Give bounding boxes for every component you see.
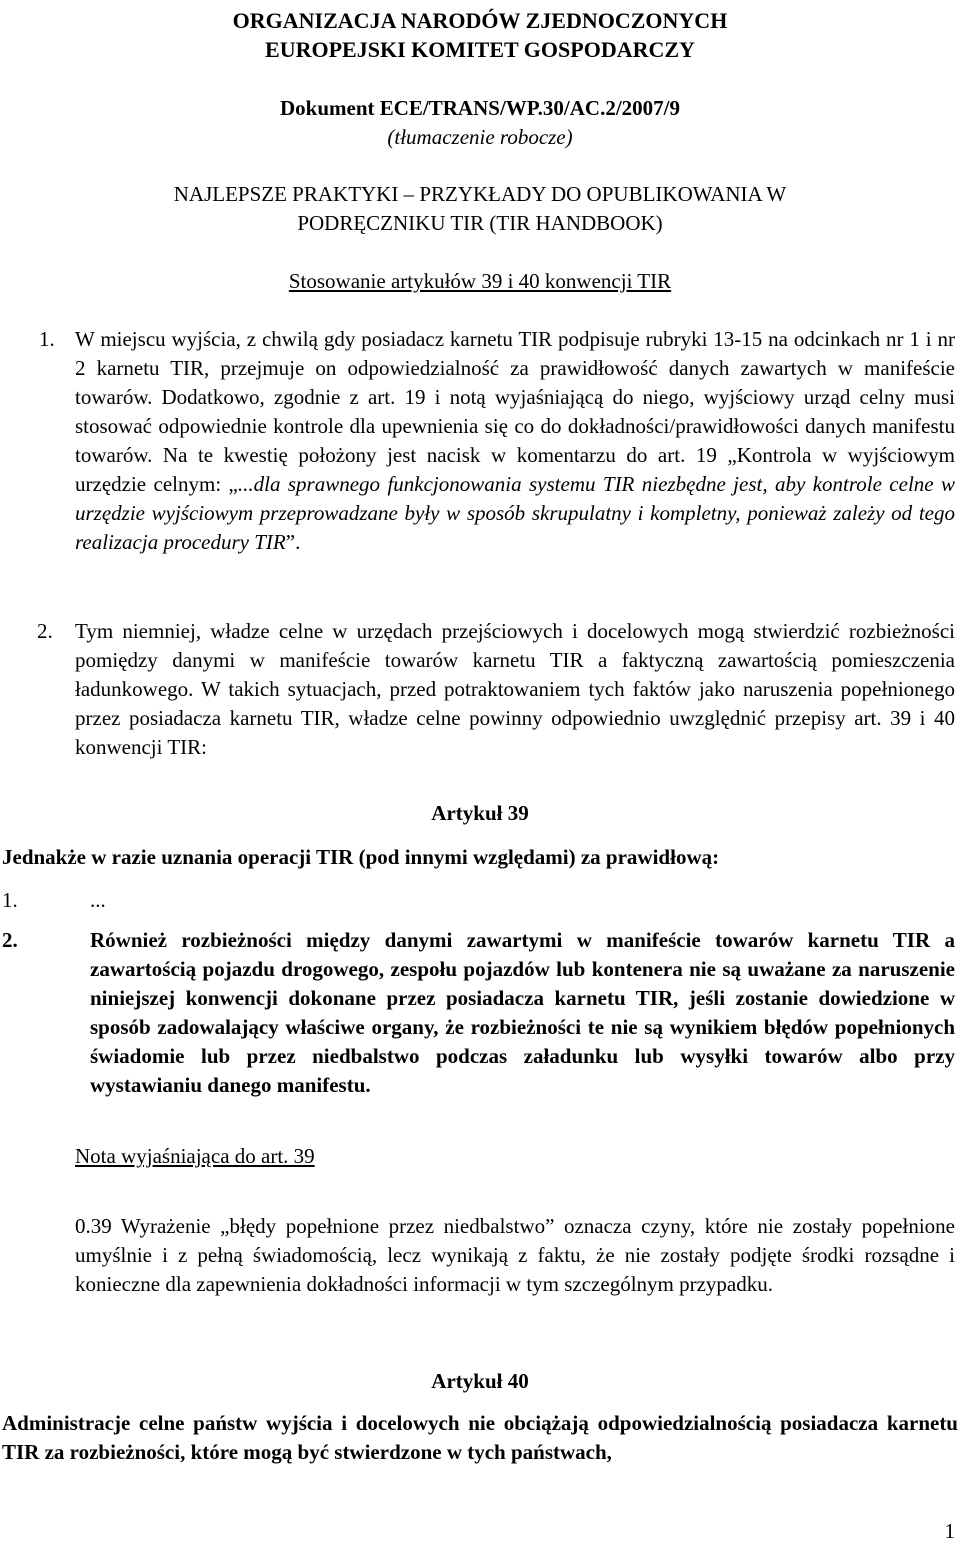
article-39-item-2-number: 2. xyxy=(2,928,18,952)
paragraph-1-end: ”. xyxy=(285,530,301,554)
article-39-title: Artykuł 39 xyxy=(431,801,529,825)
org-line-1: ORGANIZACJA NARODÓW ZJEDNOCZONYCH xyxy=(232,8,728,33)
paragraph-1 xyxy=(75,325,955,557)
article-40-title: Artykuł 40 xyxy=(431,1369,529,1393)
document-title xyxy=(0,180,960,238)
article-39-item-2-text: Również rozbieżności między danymi zawartymi w manifeście towarów karnetu TIR a zawartością pojazdu drogowego, zespołu pojazdów lub kontenera nie są uważane za naruszenie niniejszej konwencji dokonane przez posiadacza karnetu TIR, jeśli zostanie dowiedzione w sposób zadowalający właściwe organy, że rozbieżności te nie są wynikiem błędów popełnionych świadomie lub przez niedbalstwo podczas załadunku lub wysyłki towarów albo przy wystawianiu danego manifestu. xyxy=(90,928,955,1097)
organization-name xyxy=(0,6,960,64)
explanatory-note-text: 0.39 Wyrażenie „błędy popełnione przez niedbalstwo” oznacza czyny, które nie zostały popełnione umyślnie i z pełną świadomością, lecz wynikają z faktu, że nie zostały podjęte środki rozsądne i konieczne dla zapewnienia dokładności informacji w tym szczególnym przypadku. xyxy=(75,1214,955,1296)
paragraph-2: Tym niemniej, władze celne w urzędach przejściowych i docelowych mogą stwierdzić rozbieżności pomiędzy danymi w manifeście towarów karnetu TIR a faktyczną zawartością pomieszczenia ładunkowego. W takich sytuacjach, przed potraktowaniem tych faktów jako naruszenia popełnionego przez posiadacza karnetu TIR, władze celne powinny odpowiednio uwzględnić przepisy art. 39 i 40 konwencji TIR: xyxy=(75,619,955,759)
article-39-item-1-number: 1. xyxy=(2,888,18,912)
paragraph-1-number: 1. xyxy=(39,327,55,351)
paragraph-1-text: W miejscu wyjścia, z chwilą gdy posiadacz karnetu TIR podpisuje rubryki 13-15 na odcinkach nr 1 i nr 2 karnetu TIR, przejmuje on odpowiedzialność za prawidłowość danych zawartych w manifeście towarów. Dodatkowo, zgodnie z art. 19 i notą wyjaśniającą do niego, wyjściowy urząd celny musi stosować odpowiednie kontrole dla upewnienia się co do dokładności/prawidłowości danych manifestu towarów. Na te kwestię położony jest nacisk w komentarzu do art. 19 „Kontrola w wyjściowym urzędzie celnym: „ xyxy=(75,327,955,496)
article-39-item-1-text: ... xyxy=(90,888,106,912)
title-line-2: PODRĘCZNIKU TIR (TIR HANDBOOK) xyxy=(297,211,663,235)
document-symbol: Dokument ECE/TRANS/WP.30/AC.2/2007/9 xyxy=(279,96,681,120)
page-number: 1 xyxy=(944,1519,955,1543)
paragraph-1-quote: ...dla sprawnego funkcjonowania systemu TIR niezbędne jest, aby kontrole celne w urzędzie wyjściowym przeprowadzane były w sposób skrupulatny i kompletny, ponieważ zależy od tego realizacja procedury TIR xyxy=(75,472,956,554)
paragraph-2-number: 2. xyxy=(37,619,53,643)
explanatory-note-heading: Nota wyjaśniająca do art. 39 xyxy=(75,1144,315,1168)
title-line-1: NAJLEPSZE PRAKTYKI – PRZYKŁADY DO OPUBLIKOWANIA W xyxy=(173,182,787,206)
article-40-text: Administracje celne państw wyjścia i docelowych nie obciążają odpowiedzialnością posiadacza karnetu TIR za rozbieżności, które mogą być stwierdzone w tych państwach, xyxy=(2,1411,958,1464)
translation-note: (tłumaczenie robocze) xyxy=(387,125,573,149)
org-line-2: EUROPEJSKI KOMITET GOSPODARCZY xyxy=(265,37,695,62)
article-39-intro: Jednakże w razie uznania operacji TIR (pod innymi względami) za prawidłową: xyxy=(2,845,720,869)
document-subtitle: Stosowanie artykułów 39 i 40 konwencji TIR xyxy=(288,269,672,293)
